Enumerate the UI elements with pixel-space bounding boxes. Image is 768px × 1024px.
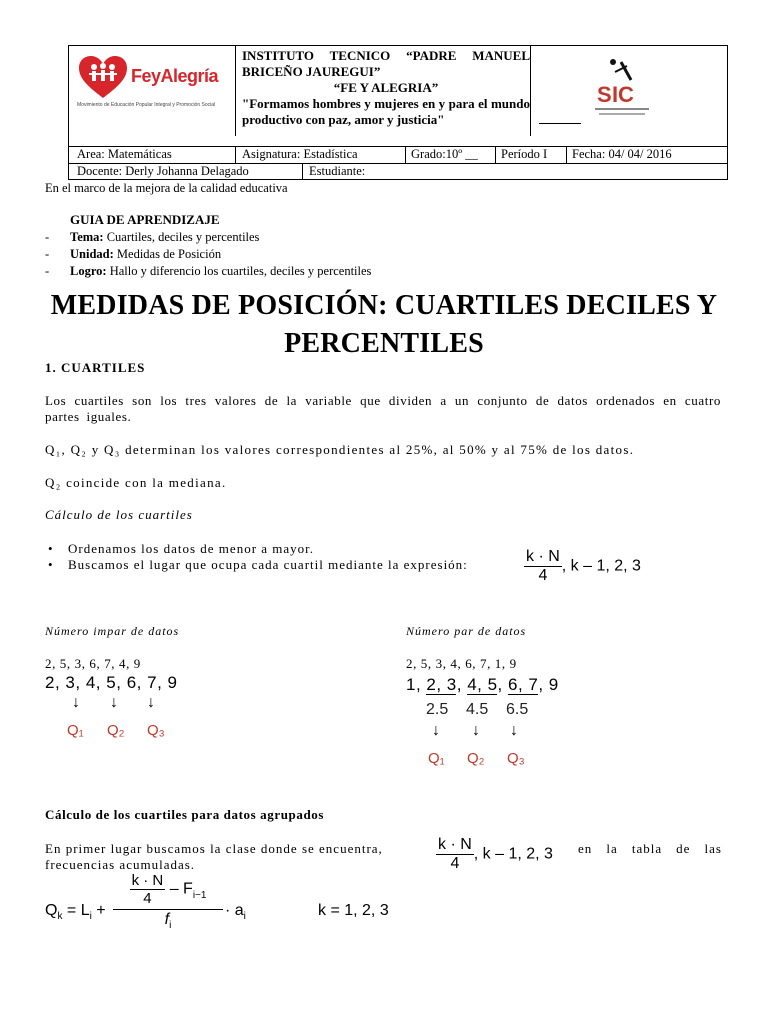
quartile-position-formula — [524, 548, 641, 585]
formula-fi-sub: i — [169, 920, 172, 932]
even-q3-label: Q₃ — [507, 750, 525, 767]
grouped-paragraph-b: en la tabla de las — [578, 841, 722, 856]
odd-arrow: ↓ — [72, 694, 80, 711]
periodo-cell: Período I — [501, 147, 548, 161]
even-midpoint: 2.5 — [426, 701, 449, 718]
main-title-line2: PERCENTILES — [284, 328, 484, 359]
institute-name: INSTITUTO TECNICO “PADRE MANUEL BRICEÑO JAUREGUI” — [242, 48, 530, 79]
formula-times-a: · $a_i$ — [225, 902, 246, 923]
estudiante-cell: Estudiante: — [309, 164, 366, 178]
pair-underline — [467, 694, 497, 695]
institute-motto: "Formamos hombres y mujeres en y para el mundo productivo con paz, amor y justicia" — [242, 96, 530, 127]
formula-big-numerator — [113, 872, 223, 910]
grado-cell: Grado:10º __ — [411, 147, 478, 161]
even-heading: Número par de datos — [406, 624, 527, 638]
grouped-paragraph-a: En primer lugar buscamos la clase donde se encuentra, — [45, 841, 383, 856]
odd-heading: Número impar de datos — [45, 624, 180, 638]
formula-q: Q — [45, 902, 58, 919]
formula-k-range: k = 1, 2, 3 — [318, 902, 389, 919]
guide-heading: GUIA DE APRENDIZAJE — [70, 212, 220, 227]
formula-inner-denominator: 4 — [143, 890, 152, 907]
brand-tagline: Movimiento de Educación Popular Integral y Promoción Social — [77, 102, 216, 108]
even-arrow: ↓ — [432, 722, 440, 739]
asignatura-cell: Asignatura: Estadística — [242, 147, 358, 161]
odd-raw-data: 2, 5, 3, 6, 7, 4, 9 — [45, 656, 141, 671]
bullet-item: • Buscamos el lugar que ocupa cada cuartil mediante la expresión: — [68, 557, 528, 573]
formula-equals-l: = L — [66, 902, 90, 919]
even-arrow: ↓ — [472, 722, 480, 739]
header-table — [68, 45, 728, 180]
formula-f: f — [164, 911, 170, 928]
grouped-heading: Cálculo de los cuartiles para datos agrupados — [45, 807, 325, 822]
grouped-position-formula — [436, 836, 553, 873]
divider — [235, 46, 236, 136]
institute-subname: “FE Y ALEGRIA” — [333, 80, 439, 95]
divider — [235, 146, 236, 163]
formula-plus: + — [96, 902, 106, 919]
formula-denominator: 4 — [450, 855, 460, 872]
calc-heading: Cálculo de los cuartiles — [45, 507, 193, 522]
heart-logo-icon — [77, 54, 129, 100]
svg-text:C: C — [618, 82, 634, 107]
formula-l-sub: i — [89, 911, 92, 923]
formula-numerator: k · N — [438, 836, 472, 853]
fe-y-alegria-logo — [77, 54, 232, 109]
paragraph-percentages: Q₁, Q₂ y Q₃ determinan los valores correspondientes al 25%, al 50% y al 75% de los datos. — [45, 442, 635, 457]
odd-q1-label: Q₁ — [67, 722, 84, 739]
even-q2-label: Q₂ — [467, 750, 485, 767]
paragraph-definition: Los cuartiles son los tres valores de la variable que dividen a un conjunto de datos ordenados en cuatro partes iguales. — [45, 393, 721, 424]
sic-logo-icon — [587, 52, 657, 122]
odd-sorted-data: 2, 3, 4, 5, 6, 7, 9 — [45, 673, 178, 692]
fecha-cell: Fecha: 04/ 04/ 2016 — [572, 147, 672, 161]
formula-f-sub: i−1 — [192, 889, 207, 901]
divider — [302, 163, 303, 180]
bullet-list — [68, 541, 528, 573]
guide-list — [45, 229, 371, 280]
divider — [530, 46, 531, 136]
formula-k-values: , k – 1, 2, 3 — [473, 845, 553, 863]
signature-line — [539, 123, 581, 124]
guide-item-tema: - Tema: Cuartiles, deciles y percentiles — [45, 230, 260, 244]
formula-big-fraction — [113, 872, 223, 931]
right-blank-cell — [539, 50, 589, 140]
formula-inner-numerator: k · N — [131, 872, 164, 889]
intro-line: En el marco de la mejora de la calidad educativa — [45, 181, 288, 195]
odd-q3-label: Q₃ — [147, 722, 165, 739]
pair-underline — [508, 694, 538, 695]
guide-item-logro: - Logro: Hallo y diferencio los cuartiles, deciles y percentiles — [45, 264, 372, 278]
even-arrow: ↓ — [510, 722, 518, 739]
odd-arrow: ↓ — [147, 694, 155, 711]
guide-item-unidad: - Unidad: Medidas de Posición — [45, 247, 222, 261]
grouped-paragraph-c: frecuencias acumuladas. — [45, 857, 196, 872]
formula-fraction — [524, 548, 562, 585]
even-midpoint: 4.5 — [466, 701, 489, 718]
bullet-item: • Ordenamos los datos de menor a mayor. — [68, 541, 528, 557]
formula-denominator: 4 — [538, 567, 548, 584]
divider — [495, 146, 496, 163]
even-midpoint: 6.5 — [506, 701, 529, 718]
formula-numerator: k · N — [526, 548, 560, 565]
formula-k-values: , k – 1, 2, 3 — [561, 557, 641, 575]
divider — [405, 146, 406, 163]
svg-text:S: S — [597, 82, 612, 107]
odd-arrow: ↓ — [110, 694, 118, 711]
even-sorted-data: 1, 2, 3, 4, 5, 6, 7, 9 — [406, 675, 559, 694]
brand-name: FeyAlegría — [131, 66, 219, 86]
formula-big-denominator — [113, 910, 223, 931]
divider — [566, 146, 567, 163]
svg-text:I: I — [612, 82, 619, 107]
formula-minus-f: – F — [169, 880, 193, 898]
docente-cell: Docente: Derly Johanna Delagado — [77, 164, 249, 178]
formula-q-sub: k — [57, 911, 63, 923]
even-raw-data: 2, 5, 3, 4, 6, 7, 1, 9 — [406, 656, 517, 671]
sic-logo — [587, 52, 657, 122]
main-title-line1: MEDIDAS DE POSICIÓN: CUARTILES DECILES Y — [50, 290, 718, 321]
area-cell: Area: Matemáticas — [77, 147, 172, 161]
odd-q2-label: Q₂ — [107, 722, 125, 739]
institute-block — [242, 48, 530, 128]
paragraph-mediana: Q₂ coincide con la mediana. — [45, 475, 227, 490]
section-heading-cuartiles: 1. CUARTILES — [45, 360, 146, 375]
pair-underline — [426, 694, 456, 695]
even-q1-label: Q₁ — [428, 750, 445, 767]
